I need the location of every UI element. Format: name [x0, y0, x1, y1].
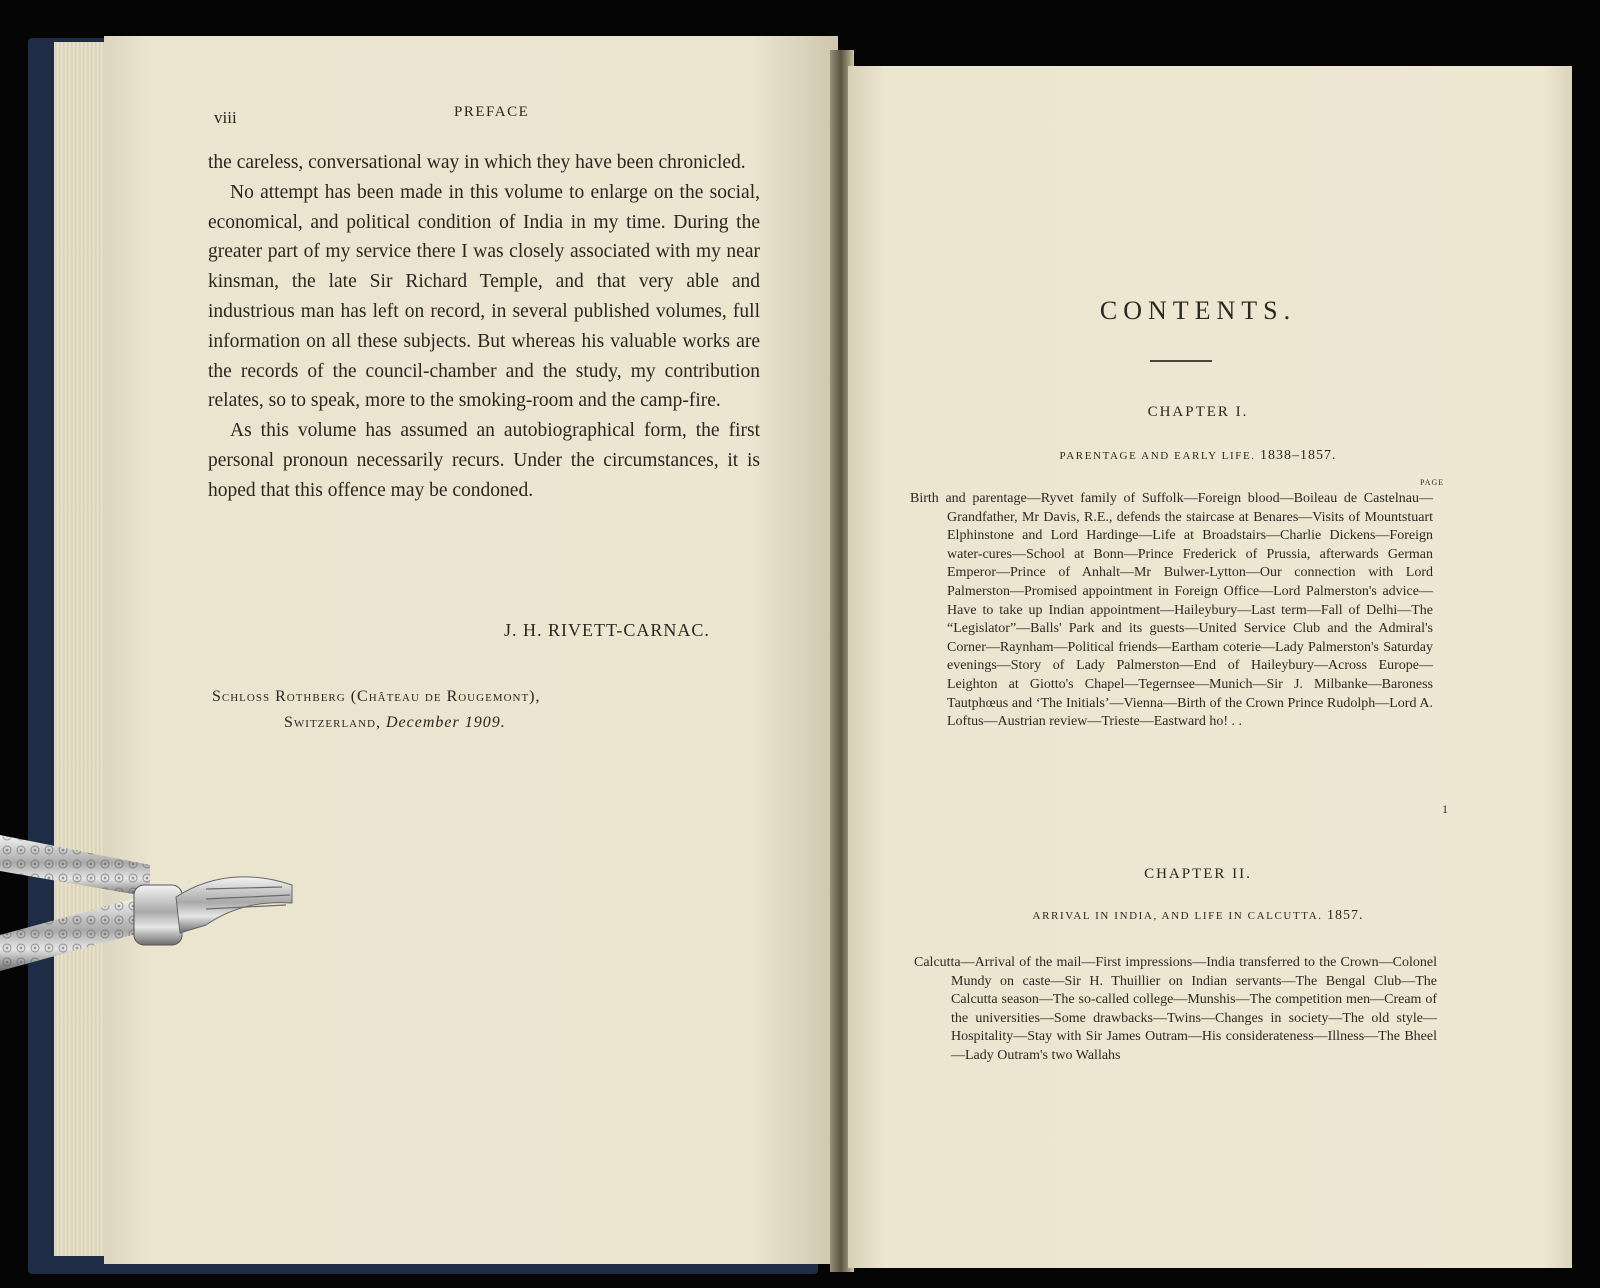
address-country: Switzerland, [284, 714, 381, 731]
chapter-subtitle [848, 448, 1548, 464]
preface-paragraph: As this volume has assumed an autobiographical form, the first personal pronoun necessarily recurs. Under the circumstances, it is hoped that this offence may be condoned. [208, 420, 760, 501]
chapter-subtitle-text: ARRIVAL IN INDIA, AND LIFE IN CALCUTTA. [1032, 910, 1323, 922]
preface-paragraph: No attempt has been made in this volume to enlarge on the social, economical, and political condition of India in my time. During the greater part of my service there I was closely associated with my near kinsman, the late Sir Richard Temple, and that very able and industrious man has left on record, in several published volumes, full information on all these subjects. But whereas his valuable works are the records of the council-chamber and the study, my contribution relates, so to speak, more to the smoking-room and the camp-fire. [208, 181, 760, 412]
chapter-summary: Calcutta—Arrival of the mail—First impressions—India transferred to the Crown—Colonel Mundy on caste—Sir H. Thuillier on Indian servants—The Bengal Club—The Calcutta season—The so-called college—Munshis—The competition men—Cream of the universities—Some drawbacks—Twins—Changes in society—The old style—Hospitality—Stay with Sir James Outram—His considerateness—Illness—The Bheel—Lady Outram's two Wallahs [914, 955, 1437, 1063]
preface-body [208, 148, 760, 506]
address-line [284, 714, 506, 732]
chapter-heading: CHAPTER I. [1147, 404, 1249, 420]
running-head: PREFACE [454, 104, 530, 120]
author-signature: J. H. RIVETT-CARNAC. [504, 620, 710, 640]
chapter-page-number: 1 [1442, 802, 1448, 816]
chapter-summary: Birth and parentage—Ryvet family of Suffolk—Foreign blood—Boileau de Castelnau—Grandfather, Mr Davis, R.E., defends the staircase at Benares—Visits of Mountstuart Elphinstone and Lord Hardinge—Life at Broadstairs—Charlie Dickens—Foreign water-cures—School at Bonn—Prince Frederick of Prussia, afterwards German Emperor—Prince of Anhalt—Mr Bulwer-Lytton—Our connection with Lord Palmerston—Promised appointment in Foreign Office—Lord Palmerston's advice—Have to take up Indian appointment—Haileybury—Last term—Fall of Delhi—The “Legislator”—Balls' Park and its guests—United Service Club and the Admiral's Corner—Raynham—Political friends—Eartham coterie—Lady Palmerston's Saturday evenings—Story of Lady Palmerston—End of Haileybury—Across Europe—Leighton at Giotto's Chapel—Tegernsee—Munich—Sir J. Milbanke—Baroness Tautphœus and ‘The Initials’—Vienna—Birth of the Crown Prince Rudolph—Lord A. Loftus—Austrian review—Trieste—Eastward ho! . . [910, 491, 1433, 730]
chapter-years: 1857. [1326, 908, 1364, 923]
right-page [848, 66, 1572, 1268]
chapter-years: 1838–1857. [1259, 448, 1337, 463]
title-rule [1150, 360, 1212, 362]
chapter-subtitle [848, 908, 1548, 924]
page-holder-clip [0, 815, 300, 980]
chapter-heading: CHAPTER II. [1144, 866, 1252, 882]
address-line: Schloss Rothberg (Château de Rougemont), [212, 688, 541, 705]
contents-title: CONTENTS. [1099, 296, 1297, 325]
page-folio: viii [214, 108, 237, 127]
chapter-subtitle-text: PARENTAGE AND EARLY LIFE. [1059, 450, 1256, 462]
page-column-label: PAGE [1420, 478, 1445, 487]
left-page [104, 36, 838, 1264]
address-date: December 1909. [386, 714, 506, 731]
preface-paragraph: the careless, conversational way in which they have been chronicled. [208, 152, 746, 173]
